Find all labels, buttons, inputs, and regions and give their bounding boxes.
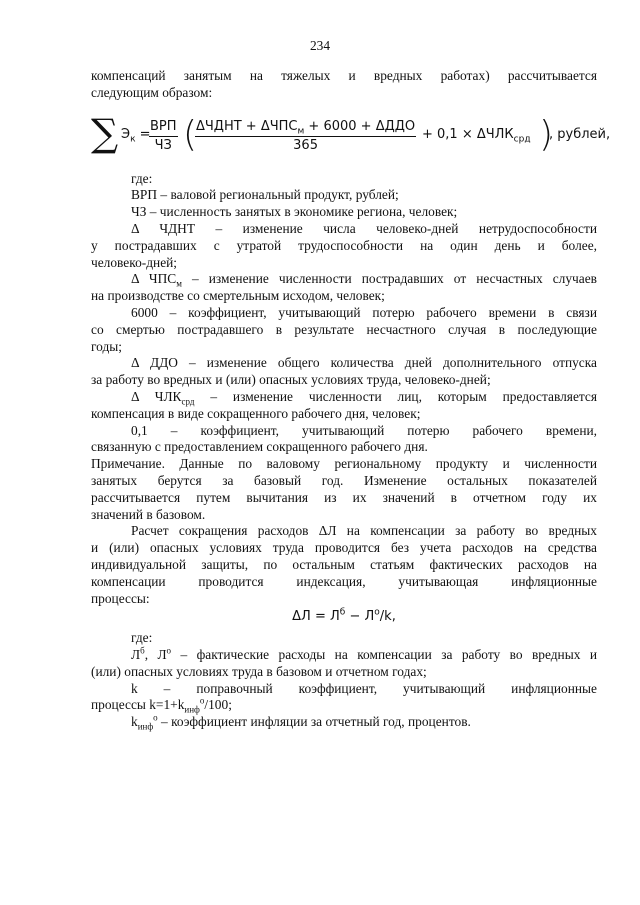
formula-delta-l: $\Delta Л = Л^б - Л^о/k$,	[292, 607, 396, 625]
right-paren: )	[539, 113, 554, 155]
def-chdnt-1: Δ ЧДНТ – изменение числа человеко-дней нетрудоспособности	[131, 220, 597, 236]
def-ddo-2: за работу во вредных и (или) опасных условиях труда, человеко-дней;	[91, 372, 491, 388]
def-chps-1: Δ $ЧПС_м$ – изменение численности пострадавших от несчастных случаев	[131, 271, 597, 290]
page-number: 234	[309, 38, 331, 53]
def-chps-2: на производстве со смертельным исходом, человек;	[91, 288, 385, 304]
intro-line-2: следующим образом:	[91, 84, 213, 100]
calc-line-1: Расчет сокращения расходов ΔЛ на компенсации за работу во вредных	[131, 523, 597, 539]
def-6000-2: со смертью пострадавшего в результате несчастного случая в последующие	[91, 321, 597, 337]
def-k-1: k – поправочный коэффициент, учитывающий инфляционные	[131, 680, 597, 696]
def-6000-1: 6000 – коэффициент, учитывающий потерю рабочего времени в связи	[131, 304, 597, 320]
def-chdnt-3: человеко-дней;	[91, 254, 178, 270]
def-chlk-2: компенсация в виде сокращенного рабочего дня, человек;	[91, 405, 421, 421]
formula-lhs: $Э_к$ =	[121, 126, 151, 145]
calc-line-3: индивидуальной защиты, по остальным статьям фактических расходов на	[91, 556, 597, 572]
where-label-2: где:	[131, 630, 153, 646]
left-paren: (	[183, 113, 198, 155]
note-line-3: рассчитывается путем вычитания из их значений в отчетном году их	[91, 489, 597, 505]
note-line-1: Примечание. Данные по валовому региональному продукту и численности	[91, 456, 597, 472]
calc-line-2: и (или) опасных условиях труда проводится без учета расходов на средства	[91, 540, 597, 556]
formula-tail-b: , рублей,	[549, 126, 611, 142]
document-body	[91, 68, 611, 732]
note-line-4: значений в базовом.	[91, 506, 206, 522]
calc-line-4: компенсации проводится индексация, учитывающая инфляционные	[91, 573, 597, 589]
sum-symbol: ∑	[91, 110, 119, 155]
def-6000-3: годы;	[91, 338, 122, 354]
def-chz: ЧЗ – численность занятых в экономике региона, человек;	[131, 204, 458, 220]
note-line-2: занятых берутся за базовый год. Изменение остальных показателей	[91, 472, 597, 488]
formula-tail-a: + $0,1 \times \Delta ЧЛК_{срд}$	[422, 126, 531, 145]
def-chdnt-2: у пострадавших с утратой трудоспособности на один день и более,	[91, 237, 597, 253]
where-label: где:	[131, 170, 153, 186]
intro-line-1: компенсаций занятым на тяжелых и вредных работах) рассчитывается	[91, 68, 597, 83]
def-l-1: $Л^б$, $Л^о$ – фактические расходы на компенсации за работу во вредных и	[131, 645, 597, 662]
def-vrp: ВРП – валовой региональный продукт, рублей;	[131, 187, 399, 203]
formula-main	[91, 109, 611, 165]
def-01-2: связанную с предоставлением сокращенного рабочего дня.	[91, 439, 428, 455]
fraction-vrp-chz: ВРП ЧЗ	[150, 118, 177, 154]
fraction-main: ΔЧДНТ + $\Delta ЧПС_м + 6000 + \Delta ДДО$ 365	[196, 118, 416, 154]
def-kinf: $k_{инф}^о$ – коэффициент инфляции за отчетный год, процентов.	[131, 712, 471, 732]
def-01-1: 0,1 – коэффициент, учитывающий потерю рабочего времени,	[131, 422, 597, 438]
def-k-2: процессы $k=1+k_{инф}^о/100$;	[91, 695, 232, 715]
def-ddo-1: Δ ДДО – изменение общего количества дней дополнительного отпуска	[131, 355, 597, 371]
calc-line-5: процессы:	[91, 590, 150, 606]
def-chlk-1: Δ $ЧЛК_{срд}$ – изменение численности лиц, которым предоставляется	[131, 388, 597, 407]
def-l-2: (или) опасных условиях труда в базовом и отчетном годах;	[91, 663, 427, 679]
